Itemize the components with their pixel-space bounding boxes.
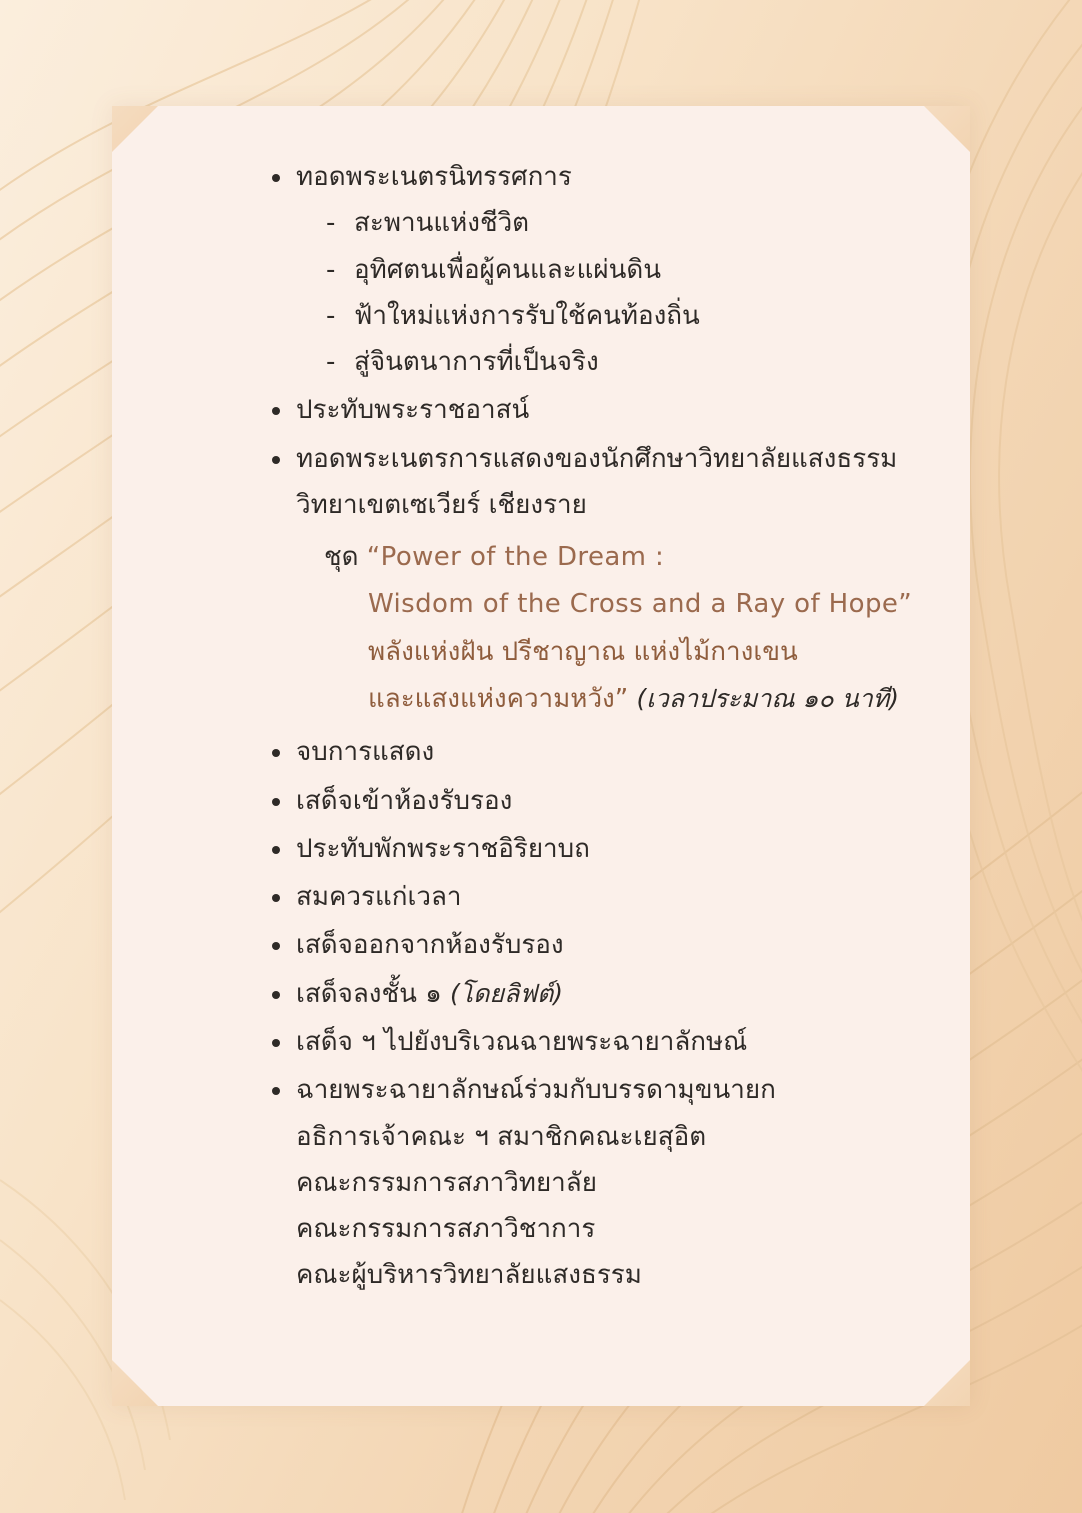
bullet-icon bbox=[272, 174, 280, 182]
list-item bbox=[270, 971, 936, 1017]
item-text-line-3: คณะกรรมการสภาวิทยาลัย bbox=[296, 1167, 597, 1198]
list-item bbox=[270, 922, 936, 968]
sub-item-text: สะพานแห่งชีวิต bbox=[354, 208, 530, 239]
list-item bbox=[324, 339, 936, 385]
performance-title-row-2 bbox=[324, 581, 936, 628]
list-item bbox=[270, 154, 936, 385]
performance-title-row-4 bbox=[324, 676, 936, 723]
performance-thai-line-1: พลังแห่งฝัน ปรีชาญาณ แห่งไม้กางเขน bbox=[368, 636, 798, 667]
performance-thai-line-2: และแสงแห่งความหวัง” bbox=[368, 684, 629, 715]
bullet-icon bbox=[272, 456, 280, 464]
list-item bbox=[270, 1067, 936, 1298]
corner-notch-bottom-left bbox=[112, 1360, 158, 1406]
performance-title-block bbox=[296, 534, 936, 723]
list-item bbox=[270, 436, 936, 724]
bullet-icon bbox=[272, 846, 280, 854]
bullet-icon bbox=[272, 942, 280, 950]
item-text-line-5: คณะผู้บริหารวิทยาลัยแสงธรรม bbox=[296, 1260, 642, 1291]
item-text: เสด็จ ฯ ไปยังบริเวณฉายพระฉายาลักษณ์ bbox=[296, 1026, 748, 1057]
bullet-icon bbox=[272, 1087, 280, 1095]
agenda-content bbox=[270, 154, 936, 1372]
list-item bbox=[324, 200, 936, 246]
list-item bbox=[270, 778, 936, 824]
sub-item-text: ฟ้าใหม่แห่งการรับใช้คนท้องถิ่น bbox=[354, 300, 700, 331]
item-text: เสด็จออกจากห้องรับรอง bbox=[296, 930, 564, 961]
corner-notch-top-right bbox=[924, 106, 970, 152]
dash-marker: - bbox=[326, 347, 336, 378]
bullet-icon bbox=[272, 749, 280, 757]
bullet-icon bbox=[272, 798, 280, 806]
bullet-icon bbox=[272, 1039, 280, 1047]
performance-title-row-1 bbox=[324, 534, 936, 581]
item-text: เสด็จเข้าห้องรับรอง bbox=[296, 785, 513, 816]
item-text-line-2: วิทยาเขตเซเวียร์ เชียงราย bbox=[296, 489, 587, 520]
dash-marker: - bbox=[326, 254, 336, 285]
item-text: ทอดพระเนตรนิทรรศการ bbox=[296, 162, 572, 192]
list-item bbox=[270, 826, 936, 872]
list-item bbox=[324, 293, 936, 339]
item-text-line-1: ทอดพระเนตรการแสดงของนักศึกษาวิทยาลัยแสงธรรม bbox=[296, 443, 898, 474]
performance-title-row-3 bbox=[324, 629, 936, 676]
item-text-line-4: คณะกรรมการสภาวิชาการ bbox=[296, 1214, 596, 1245]
sub-item-text: สู่จินตนาการที่เป็นจริง bbox=[354, 347, 599, 378]
agenda-list bbox=[270, 154, 936, 1299]
performance-english-line-2: Wisdom of the Cross and a Ray of Hope” bbox=[368, 589, 913, 620]
list-item bbox=[270, 729, 936, 775]
bullet-icon bbox=[272, 407, 280, 415]
sub-item-text: อุทิศตนเพื่อผู้คนและแผ่นดิน bbox=[354, 254, 662, 285]
bullet-icon bbox=[272, 991, 280, 999]
item-text: สมควรแก่เวลา bbox=[296, 882, 462, 913]
item-text: ประทับพักพระราชอิริยาบถ bbox=[296, 833, 590, 864]
agenda-card bbox=[112, 106, 970, 1406]
item-text-line-1: ฉายพระฉายาลักษณ์ร่วมกับบรรดามุขนายก bbox=[296, 1075, 776, 1106]
dash-marker: - bbox=[326, 208, 336, 239]
list-item bbox=[270, 874, 936, 920]
list-item bbox=[270, 387, 936, 433]
item-text: ประทับพระราชอาสน์ bbox=[296, 395, 530, 426]
item-text-line-2: อธิการเจ้าคณะ ฯ สมาชิกคณะเยสุอิต bbox=[296, 1121, 707, 1152]
performance-duration-note: (เวลาประมาณ ๑๐ นาที) bbox=[636, 684, 899, 714]
list-item bbox=[324, 247, 936, 293]
corner-notch-top-left bbox=[112, 106, 158, 152]
performance-english-line-1: “Power of the Dream : bbox=[366, 542, 665, 573]
performance-label: ชุด bbox=[324, 542, 359, 573]
list-item bbox=[270, 1019, 936, 1065]
item-text: เสด็จลงชั้น ๑ bbox=[296, 978, 450, 1009]
item-note: (โดยลิฟต์) bbox=[449, 978, 564, 1008]
item-text: จบการแสดง bbox=[296, 737, 435, 768]
dash-marker: - bbox=[326, 300, 336, 331]
bullet-icon bbox=[272, 894, 280, 902]
sub-list bbox=[296, 200, 936, 385]
